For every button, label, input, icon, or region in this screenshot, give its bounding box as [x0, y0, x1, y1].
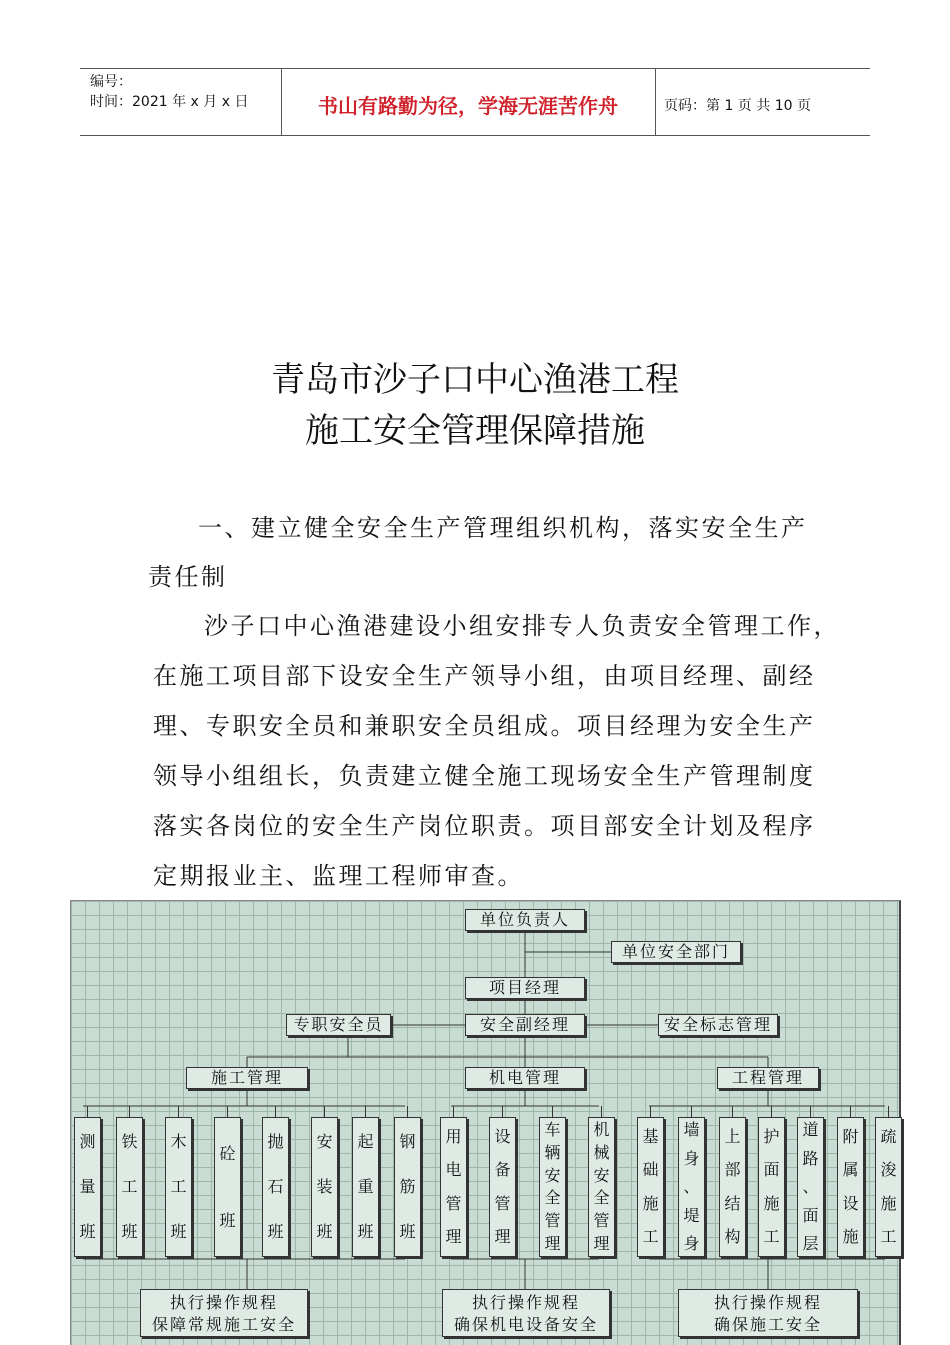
body-line-5: 落实各岗位的安全生产岗位职责。项目部安全计划及程序	[153, 812, 816, 840]
org-unit-char: 身	[683, 1234, 700, 1253]
org-unit-char: 基	[642, 1126, 659, 1146]
org-unit-char: 、	[802, 1177, 819, 1196]
number-label: 编号：	[90, 74, 132, 90]
org-unit-char: 结	[724, 1193, 741, 1213]
org-unit-char: 班	[79, 1221, 96, 1241]
org-unit-char: 部	[724, 1160, 741, 1180]
org-bottom-electromech-l1: 执行操作规程	[471, 1293, 580, 1312]
org-unit-char: 备	[494, 1160, 511, 1180]
org-unit-char: 理	[544, 1233, 561, 1253]
org-unit-char: 设	[494, 1126, 511, 1146]
org-unit-char: 安	[544, 1165, 561, 1185]
header-top-rule	[80, 68, 870, 69]
org-unit-char: 装	[316, 1176, 333, 1196]
org-unit-char: 班	[357, 1221, 374, 1241]
org-unit-2-1	[678, 1117, 705, 1257]
org-unit-char: 施	[642, 1193, 659, 1213]
body-line-6: 定期报业主、监理工程师审查。	[153, 862, 524, 890]
org-unit-char: 管	[593, 1211, 610, 1231]
org-unit-char: 堤	[683, 1205, 700, 1225]
body-line-3: 理、专职安全员和兼职安全员组成。项目经理为安全生产	[153, 712, 816, 740]
org-unit-char: 抛	[267, 1132, 284, 1152]
body-line-1: 沙子口中心渔港建设小组安排专人负责安全管理工作，	[204, 612, 840, 640]
org-unit-char: 班	[399, 1221, 416, 1241]
org-project-manager: 项目经理	[465, 977, 585, 999]
org-unit-char: 班	[121, 1221, 138, 1241]
org-unit-char: 安	[593, 1165, 610, 1185]
org-unit-char: 工	[170, 1176, 187, 1196]
org-unit-0-7	[394, 1117, 421, 1257]
org-unit-head: 单位负责人	[465, 909, 585, 931]
org-bottom-construction-l2: 保障常规施工安全	[151, 1315, 296, 1334]
org-unit-char: 础	[642, 1160, 659, 1180]
org-group-construction: 施工管理	[186, 1067, 308, 1089]
org-unit-char: 道	[802, 1120, 819, 1139]
org-unit-char: 理	[445, 1227, 462, 1247]
header-divider-right	[655, 68, 656, 135]
org-unit-char: 起	[357, 1132, 374, 1152]
org-unit-char: 面	[763, 1160, 780, 1180]
org-unit-char: 工	[121, 1176, 138, 1196]
org-unit-0-6	[352, 1117, 379, 1257]
header-motto: 书山有路勤为径，学海无涯苦作舟	[318, 94, 618, 118]
org-unit-char: 施	[842, 1227, 859, 1247]
org-unit-char: 疏	[880, 1126, 897, 1146]
org-unit-2-0	[637, 1117, 664, 1257]
org-deputy-manager: 安全副经理	[465, 1014, 585, 1036]
org-unit-2-5	[837, 1117, 864, 1257]
org-unit-0-3	[214, 1117, 241, 1257]
org-unit-char: 施	[763, 1193, 780, 1213]
org-sign-mgmt: 安全标志管理	[658, 1014, 778, 1036]
org-unit-char: 测	[79, 1132, 96, 1152]
org-unit-1-3	[588, 1117, 615, 1257]
org-unit-1-2	[539, 1117, 566, 1257]
org-unit-char: 安	[316, 1132, 333, 1152]
org-unit-char: 管	[494, 1193, 511, 1213]
org-group-electromech: 机电管理	[465, 1067, 585, 1089]
org-unit-char: 筋	[399, 1176, 416, 1196]
org-bottom-electromech	[442, 1289, 610, 1337]
org-unit-char: 械	[593, 1142, 610, 1162]
org-unit-char: 、	[683, 1177, 700, 1196]
page-label: 页码：第 1 页 共 10 页	[664, 98, 811, 114]
org-unit-char: 护	[763, 1126, 780, 1146]
org-full-time-safety: 专职安全员	[286, 1014, 391, 1036]
org-unit-char: 砼	[219, 1143, 236, 1163]
section-heading-cont: 责任制	[148, 563, 228, 591]
doc-title-line2: 施工安全管理保障措施	[305, 411, 645, 451]
org-unit-0-1	[116, 1117, 143, 1257]
org-unit-char: 属	[842, 1160, 859, 1180]
org-unit-char: 理	[593, 1233, 610, 1253]
org-unit-char: 机	[593, 1120, 610, 1139]
org-unit-char: 构	[724, 1227, 741, 1247]
org-unit-char: 班	[170, 1221, 187, 1241]
org-bottom-electromech-l2: 确保机电设备安全	[453, 1315, 598, 1334]
org-unit-1-1	[489, 1117, 516, 1257]
org-group-engineering: 工程管理	[717, 1067, 819, 1089]
org-bottom-engineering-l2: 确保施工安全	[713, 1315, 822, 1334]
org-unit-char: 附	[842, 1126, 859, 1146]
org-unit-char: 理	[494, 1227, 511, 1247]
org-unit-char: 电	[445, 1160, 462, 1180]
org-unit-char: 工	[880, 1227, 897, 1247]
org-unit-char: 班	[267, 1221, 284, 1241]
org-unit-char: 全	[544, 1188, 561, 1208]
org-unit-2-3	[758, 1117, 785, 1257]
org-unit-char: 量	[79, 1176, 96, 1196]
body-line-2: 在施工项目部下设安全生产领导小组，由项目经理、副经	[153, 662, 816, 690]
org-unit-0-4	[262, 1117, 289, 1257]
org-unit-char: 路	[802, 1148, 819, 1168]
org-unit-0-2	[165, 1117, 192, 1257]
org-unit-0-0	[74, 1117, 101, 1257]
org-unit-char: 钢	[399, 1132, 416, 1152]
org-unit-2-6	[875, 1117, 902, 1257]
org-unit-2-2	[719, 1117, 746, 1257]
date-label: 时间：2021 年 x 月 x 日	[90, 94, 249, 110]
org-bottom-construction-l1: 执行操作规程	[169, 1293, 278, 1312]
org-unit-char: 管	[445, 1193, 462, 1213]
org-unit-char: 设	[842, 1193, 859, 1213]
org-unit-char: 管	[544, 1211, 561, 1231]
org-bottom-engineering	[678, 1289, 858, 1337]
org-unit-char: 身	[683, 1148, 700, 1168]
org-unit-char: 工	[642, 1227, 659, 1247]
org-unit-char: 重	[357, 1176, 374, 1196]
org-unit-char: 全	[593, 1188, 610, 1208]
body-line-4: 领导小组组长，负责建立健全施工现场安全生产管理制度	[153, 762, 816, 790]
org-unit-2-4	[797, 1117, 824, 1257]
org-unit-0-5	[311, 1117, 338, 1257]
org-chart	[70, 900, 901, 1345]
org-unit-char: 班	[316, 1221, 333, 1241]
org-unit-char: 班	[219, 1210, 236, 1230]
org-unit-char: 工	[763, 1227, 780, 1247]
org-unit-char: 面	[802, 1205, 819, 1225]
section-heading: 一、建立健全安全生产管理组织机构，落实安全生产	[198, 514, 808, 542]
org-unit-char: 用	[445, 1126, 462, 1146]
org-unit-char: 木	[170, 1132, 187, 1152]
org-unit-char: 层	[802, 1234, 819, 1253]
org-unit-char: 石	[267, 1176, 284, 1196]
doc-title-line1: 青岛市沙子口中心渔港工程	[271, 360, 679, 400]
org-unit-char: 铁	[121, 1132, 138, 1152]
org-unit-char: 上	[724, 1126, 741, 1146]
org-unit-1-0	[440, 1117, 467, 1257]
org-unit-char: 施	[880, 1193, 897, 1213]
org-safety-dept: 单位安全部门	[611, 941, 741, 963]
org-bottom-engineering-l1: 执行操作规程	[713, 1293, 822, 1312]
header-bottom-rule	[80, 135, 870, 136]
org-bottom-construction	[140, 1289, 308, 1337]
org-unit-char: 墙	[683, 1120, 700, 1139]
org-unit-char: 车	[544, 1120, 561, 1139]
org-unit-char: 浚	[880, 1160, 897, 1180]
org-unit-char: 辆	[544, 1142, 561, 1162]
